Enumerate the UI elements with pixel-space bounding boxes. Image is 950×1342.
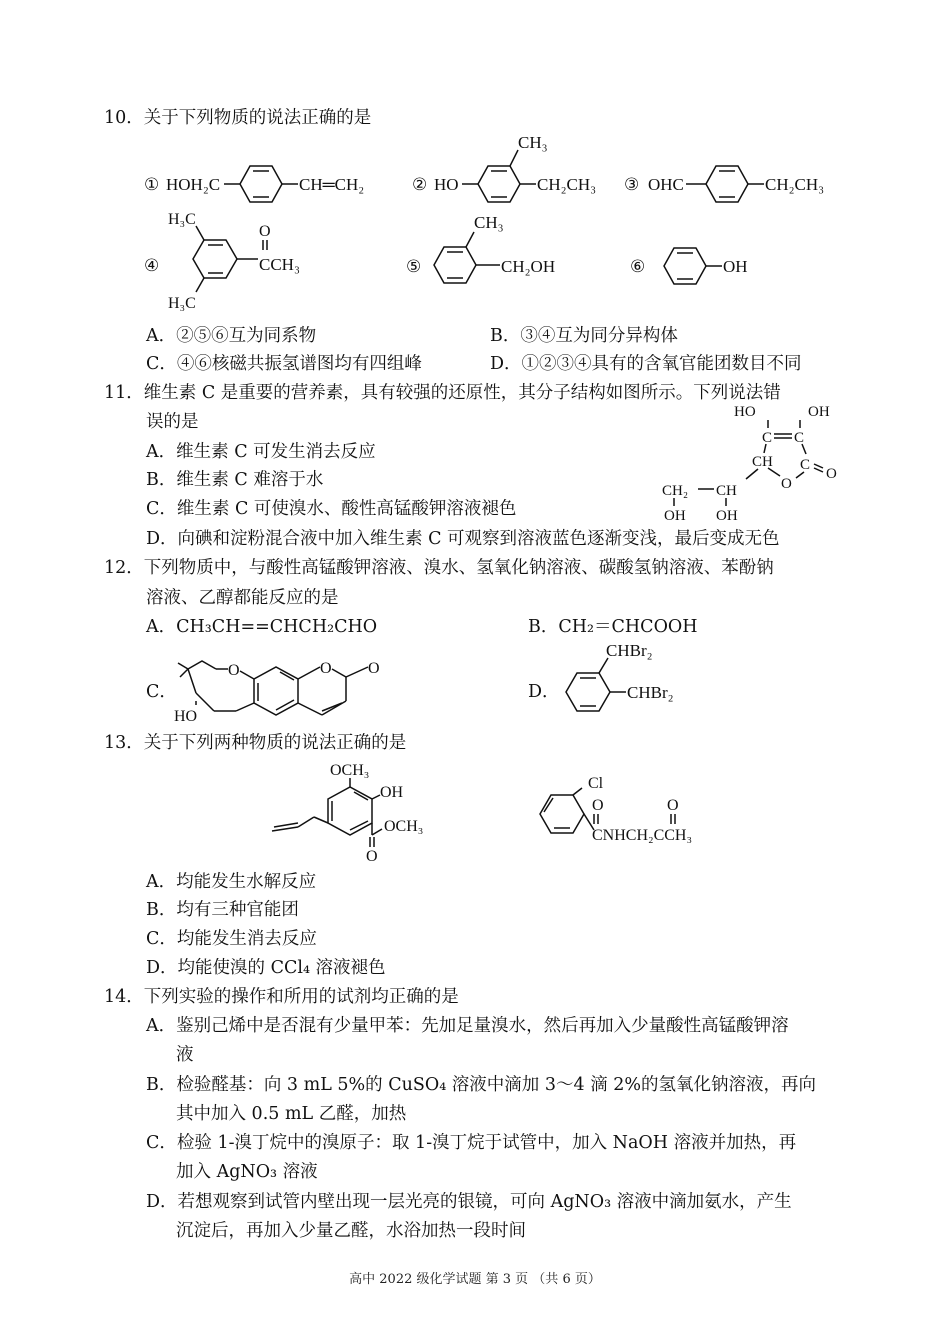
d-right: CHBr₂ [627, 683, 674, 702]
d-top: CHBr₂ [606, 641, 653, 660]
q14-option-b-line1[interactable]: B．检验醛基：向 3 mL 5%的 CuSO₄ 溶液中滴加 3～4 滴 2%的氢氧化钠溶液，再向 [146, 1075, 817, 1095]
q11-option-b[interactable]: B．维生素 C 难溶于水 [146, 470, 324, 490]
vc-o-ring: O [781, 476, 792, 492]
s2-num: ② [412, 175, 428, 194]
s2-top: CH₃ [518, 133, 548, 152]
m2-o2: O [667, 797, 679, 814]
q13-molecule-1 [270, 755, 440, 865]
vc-o-dbl: O [826, 466, 837, 482]
s4-bottom: H₃C [168, 295, 196, 312]
q11-stem-line1: 11．维生素 C 是重要的营养素，具有较强的还原性，其分子结构如图所示。下列说法错 [104, 383, 781, 403]
q10-stem: 10．关于下列物质的说法正确的是 [104, 108, 372, 128]
s3-left: OHC [648, 175, 684, 194]
q12-stem-line2: 溶液、乙醇都能反应的是 [146, 588, 339, 608]
q10-option-c[interactable]: C．④⑥核磁共振氢谱图均有四组峰 [146, 354, 422, 374]
m2-chain: CNHCH₂CCH₃ [592, 827, 693, 844]
q13-option-d[interactable]: D．均能使溴的 CCl₄ 溶液褪色 [146, 958, 386, 978]
vc-oh: OH [808, 404, 830, 420]
q14-option-b-line2: 其中加入 0.5 mL 乙醛，加热 [176, 1104, 407, 1124]
vc-ch-b: CH [716, 483, 737, 499]
s4-right: CCH₃ [259, 255, 300, 274]
q11-option-d[interactable]: D．向碘和淀粉混合液中加入维生素 C 可观察到溶液蓝色逐渐变浅，最后变成无色 [146, 529, 780, 549]
q11-option-c[interactable]: C．维生素 C 可使溴水、酸性高锰酸钾溶液褪色 [146, 499, 517, 519]
vc-ho: HO [734, 404, 756, 420]
q13-option-a[interactable]: A．均能发生水解反应 [146, 872, 317, 892]
q13-option-b[interactable]: B．均有三种官能团 [146, 900, 299, 920]
s2-right: CH₂CH₃ [537, 175, 597, 194]
q12-option-d-structure [560, 640, 740, 720]
q11-stem-line2: 误的是 [146, 412, 199, 432]
q14-option-d-line1[interactable]: D．若想观察到试管内壁出现一层光亮的银镜，可向 AgNO₃ 溶液中滴加氨水，产生 [146, 1192, 792, 1212]
c-o3: O [368, 660, 380, 677]
s3-right: CH₂CH₃ [765, 175, 825, 194]
c-ho: HO [174, 708, 198, 725]
s6-num: ⑥ [630, 257, 646, 276]
vc-c3: C [800, 457, 811, 473]
q14-option-c-line1[interactable]: C．检验 1-溴丁烷中的溴原子：取 1-溴丁烷于试管中，加入 NaOH 溶液并加热，再 [146, 1133, 797, 1153]
q10-structure-1 [144, 150, 404, 210]
vc-oh2: OH [716, 508, 738, 524]
q10-option-a[interactable]: A．②⑤⑥互为同系物 [146, 326, 317, 346]
q11-option-a[interactable]: A．维生素 C 可发生消去反应 [146, 442, 376, 462]
q10-structure-6 [630, 230, 760, 300]
s5-top: CH₃ [474, 213, 504, 232]
s6-right: OH [723, 257, 748, 276]
m1-och3: OCH₃ [330, 762, 370, 779]
m1-oh: OH [380, 784, 404, 801]
vc-ch2: CH₂ [662, 483, 689, 499]
q12-option-b[interactable]: B．CH₂＝CHCOOH [528, 617, 698, 637]
vc-c2: C [794, 430, 805, 446]
s2-left: HO [434, 175, 459, 194]
q12-option-d-label[interactable]: D． [528, 682, 560, 702]
s4-num: ④ [144, 256, 160, 275]
m1-ester: OCH₃ [384, 818, 424, 835]
s4-o: O [259, 223, 271, 240]
q12-option-c-structure [170, 645, 400, 730]
s3-num: ③ [624, 175, 640, 194]
q10-structure-2 [412, 130, 622, 210]
s4-top: H₃C [168, 211, 196, 228]
q12-option-c-label[interactable]: C． [146, 682, 177, 702]
s1-num: ① [144, 175, 160, 194]
vc-ch: CH [752, 454, 773, 470]
s1-right: CH═CH₂ [299, 175, 365, 194]
page-footer: 高中 2022 级化学试题 第 3 页 （共 6 页） [349, 1272, 601, 1287]
q14-option-d-line2: 沉淀后，再加入少量乙醛，水浴加热一段时间 [176, 1221, 526, 1241]
c-o2: O [320, 660, 332, 677]
q10-structure-3 [624, 150, 854, 210]
q12-option-a[interactable]: A．CH₃CH==CHCH₂CHO [146, 617, 378, 637]
m2-cl: Cl [588, 775, 604, 792]
q14-option-c-line2: 加入 AgNO₃ 溶液 [176, 1162, 318, 1182]
q13-molecule-2 [536, 772, 736, 852]
q13-stem: 13．关于下列两种物质的说法正确的是 [104, 733, 407, 753]
q10-option-d[interactable]: D．①②③④具有的含氧官能团数目不同 [490, 354, 802, 374]
q13-option-c[interactable]: C．均能发生消去反应 [146, 929, 317, 949]
q10-option-b[interactable]: B．③④互为同分异构体 [490, 326, 678, 346]
c-o1: O [228, 662, 240, 679]
s5-right: CH₂OH [501, 257, 556, 276]
vc-oh1: OH [664, 508, 686, 524]
m2-o1: O [592, 797, 604, 814]
s5-num: ⑤ [406, 257, 422, 276]
q10-structure-4 [144, 206, 324, 316]
s1-left: HOH₂C [166, 175, 221, 194]
q11-vitamin-c-structure [660, 398, 850, 526]
q12-stem-line1: 12．下列物质中，与酸性高锰酸钾溶液、溴水、氢氧化钠溶液、碳酸氢钠溶液、苯酚钠 [104, 558, 774, 578]
q14-stem: 14．下列实验的操作和所用的试剂均正确的是 [104, 987, 459, 1007]
vc-c1: C [762, 430, 773, 446]
q10-structure-5 [406, 210, 586, 300]
q14-option-a-line2: 液 [176, 1045, 194, 1065]
q14-option-a-line1[interactable]: A．鉴别己烯中是否混有少量甲苯：先加足量溴水，然后再加入少量酸性高锰酸钾溶 [146, 1016, 789, 1036]
m1-o: O [366, 848, 378, 865]
